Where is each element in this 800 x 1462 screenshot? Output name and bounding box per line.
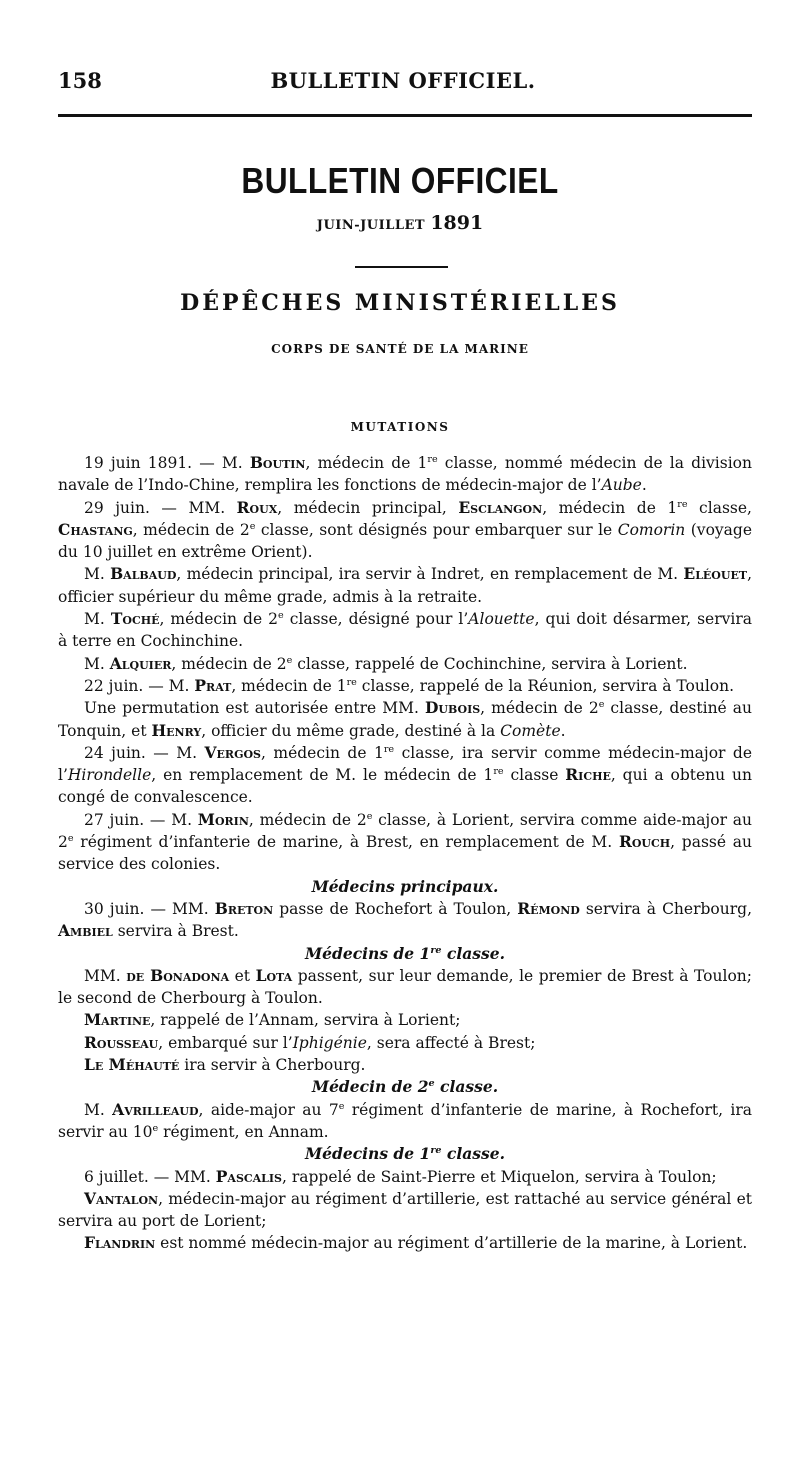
person-name: Vergos [204,742,261,762]
issue-period: JUIN-JUILLET [316,218,426,233]
person-name: Dubois [424,698,481,718]
person-name: Chastang [58,519,133,539]
paragraph: 19 juin 1891. — M. Boutin, médecin de 1re classe, nommé médecin de la division navale de l’Indo-Chine, remplira les fonctions de médecin-major de l’Aube. [58,453,752,495]
paragraph: 29 juin. — MM. Roux, médecin principal, Esclangon, médecin de 1re classe, Chastang, médecin de 2e classe, sont désignés pour embarquer sur le Comorin (voyage du 10 juillet en extrême Orient). [58,497,752,562]
person-name: Flandrin [84,1233,156,1253]
person-name: Henry [151,720,202,740]
paragraph: Une permutation est autorisée entre MM. Dubois, médecin de 2e classe, destiné au Tonquin, et Henry, officier du même grade, destiné à la Comète. [58,698,752,740]
running-title: BULLETIN OFFICIEL. [270,68,536,93]
article-body [58,452,752,1255]
person-name: Vantalon [84,1188,159,1208]
person-name: Rémond [517,898,580,918]
section-title: DÉPÊCHES MINISTÉRIELLES [180,290,620,316]
page-number: 158 [58,68,102,93]
person-name: Martine [84,1010,151,1030]
paragraph: Rousseau, embarqué sur l’Iphigénie, sera affecté à Brest; [84,1032,536,1052]
paragraph: 27 juin. — M. Morin, médecin de 2e classe, à Lorient, servira comme aide-major au 2e régiment d’infanterie de marine, à Brest, en remplacement de M. Rouch, passé au service des colonies. [58,809,752,874]
ship-name: Iphigénie [292,1033,367,1052]
ship-name: Comète [500,721,561,740]
person-name: Morin [197,809,249,829]
running-header [58,68,748,98]
ship-name: Aube [601,476,642,495]
person-name: Prat [194,675,232,695]
person-name: Toché [110,609,160,629]
person-name: Esclangon [458,497,543,517]
paragraph: 30 juin. — MM. Breton passe de Rochefort à Toulon, Rémond servira à Cherbourg, Ambiel servira à Brest. [58,898,752,941]
ship-name: Alouette [468,610,535,629]
person-name: Boutin [249,453,306,472]
paragraph: M. Avrilleaud, aide-major au 7e régiment d’infanterie de marine, à Rochefort, ira servir au 10e régiment, en Annam. [58,1099,752,1141]
subheading: Médecin de 2e classe. [311,1077,499,1097]
ship-name: Comorin [617,520,686,539]
person-name: Ambiel [58,921,113,941]
header-rule [58,114,752,117]
person-name: Breton [214,898,274,918]
section-subtitle: CORPS DE SANTÉ DE LA MARINE [271,342,529,356]
paragraph: Flandrin est nommé médecin-major au régiment d’artillerie de la marine, à Lorient. [84,1233,748,1253]
paragraph: MM. de Bonadona et Lota passent, sur leur demande, le premier de Brest à Toulon; le second de Cherbourg à Toulon. [58,965,752,1008]
paragraph: 6 juillet. — MM. Pascalis, rappelé de Saint-Pierre et Miquelon, servira à Toulon; [84,1166,717,1186]
subheading: Médecins de 1re classe. [305,1144,505,1164]
issue-date [0,212,800,234]
person-name: de Bonadona [126,965,230,985]
section-divider [355,266,448,268]
person-name: Lota [255,965,293,985]
person-name: Roux [236,497,278,517]
paragraph: Vantalon, médecin-major au régiment d’artillerie, est rattaché au service général et servira au port de Lorient; [58,1188,752,1231]
subheading: Médecins de 1re classe. [305,943,505,963]
person-name: Rousseau [84,1032,159,1052]
person-name: Riche [565,765,611,785]
issue-year: 1891 [430,212,484,234]
person-name: Rouch [618,832,671,852]
person-name: Balbaud [110,564,177,584]
paragraph: Le Méhauté ira servir à Cherbourg. [84,1055,366,1075]
mutations-heading: MUTATIONS [350,420,450,434]
paragraph: Martine, rappelé de l’Annam, servira à Lorient; [84,1010,461,1030]
paragraph: 24 juin. — M. Vergos, médecin de 1re classe, ira servir comme médecin-major de l’Hirondelle, en remplacement de M. le médecin de 1re classe Riche, qui a obtenu un congé de convalescence. [58,742,752,807]
person-name: Eléouet [683,564,748,584]
paragraph: 22 juin. — M. Prat, médecin de 1re classe, rappelé de la Réunion, servira à Toulon. [84,675,735,695]
ship-name: Hirondelle [67,766,152,785]
person-name: Avrilleaud [112,1099,199,1119]
subheading: Médecins principaux. [311,876,499,896]
person-name: Le Méhauté [84,1055,180,1075]
paragraph: M. Toché, médecin de 2e classe, désigné pour l’Alouette, qui doit désarmer, servira à terre en Cochinchine. [58,609,752,651]
person-name: Alquier [109,653,172,673]
masthead-title: BULLETIN OFFICIEL [241,160,559,201]
paragraph: M. Balbaud, médecin principal, ira servir à Indret, en remplacement de M. Eléouet, officier supérieur du même grade, admis à la retraite. [58,564,752,606]
person-name: Pascalis [215,1166,282,1186]
paragraph: M. Alquier, médecin de 2e classe, rappelé de Cochinchine, servira à Lorient. [84,653,688,673]
